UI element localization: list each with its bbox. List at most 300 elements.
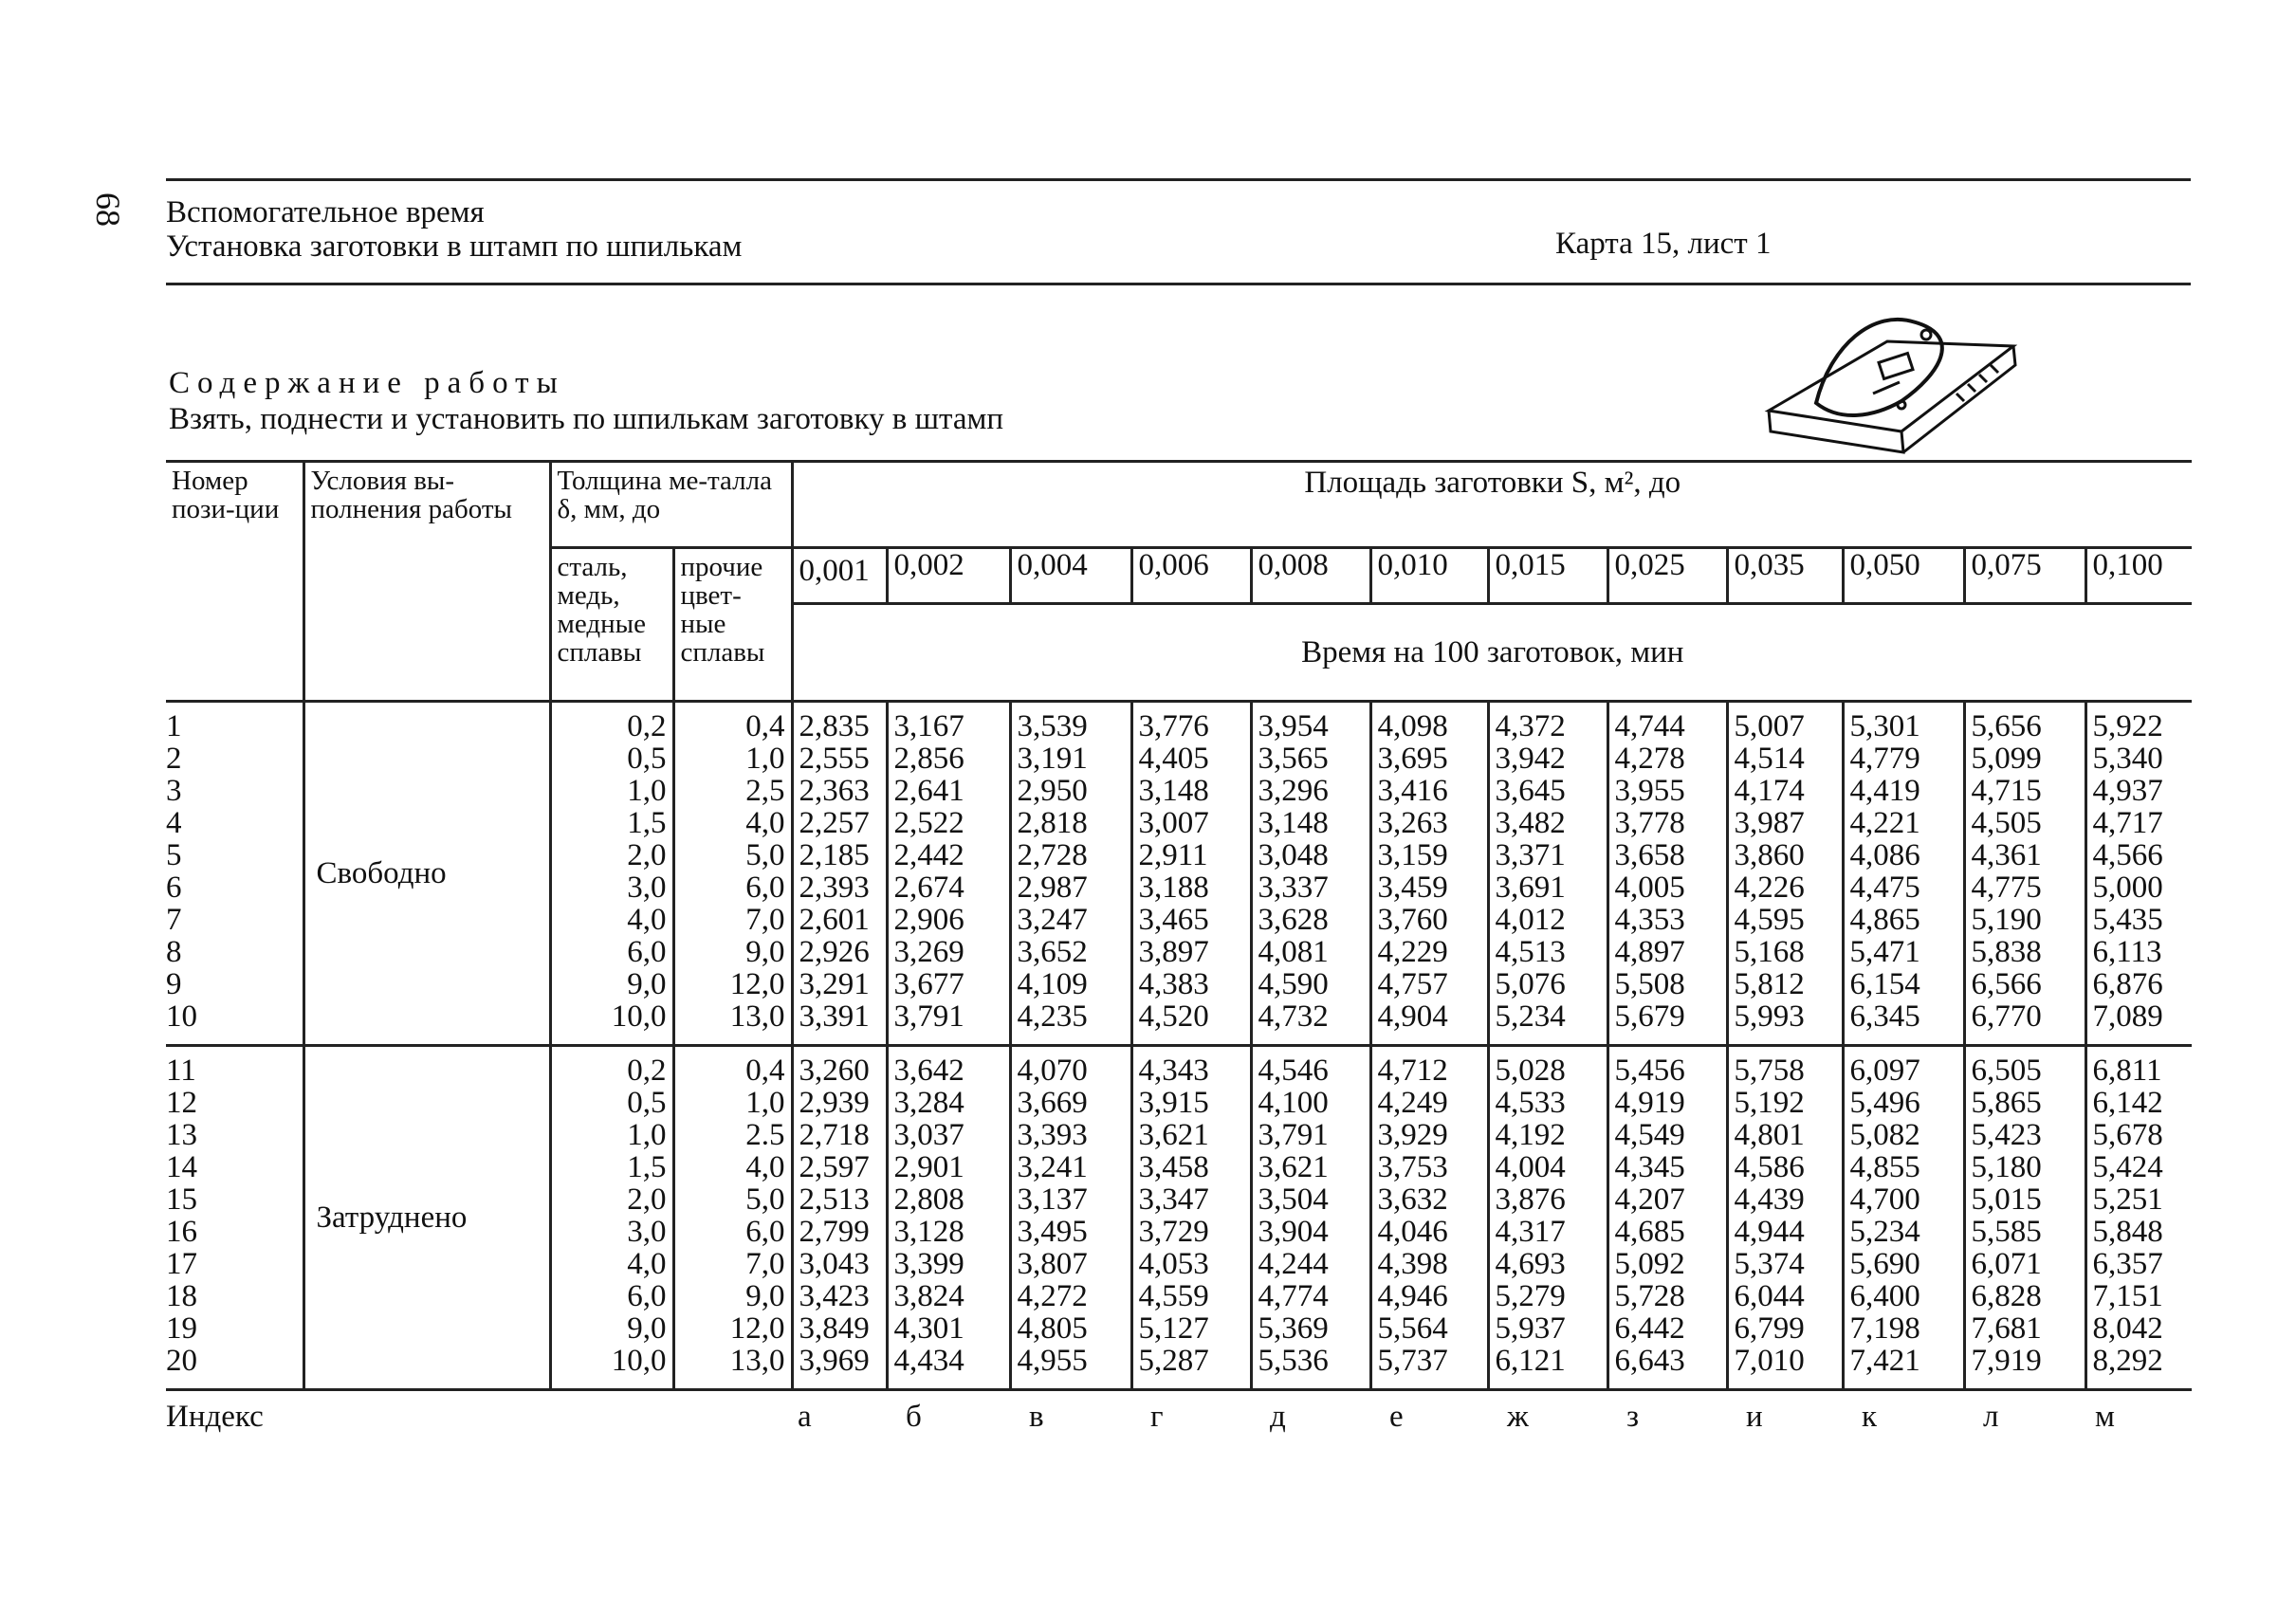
- time-value: 3,729: [1131, 1216, 1251, 1248]
- time-value: 5,848: [2092, 1215, 2163, 1249]
- index-letter: ж: [1507, 1400, 1529, 1434]
- col-other-header: прочие цвет-ные сплавы: [673, 548, 792, 702]
- time-value: 2,728: [1010, 839, 1131, 871]
- position-number: 10: [166, 1000, 303, 1046]
- time-value: 6,044: [1727, 1280, 1843, 1312]
- time-value: 3,760: [1370, 904, 1488, 936]
- time-value: 4,343: [1131, 1046, 1251, 1088]
- time-value: 2,808: [887, 1183, 1010, 1216]
- time-value: 5,076: [1488, 968, 1607, 1000]
- time-value: 5,190: [1964, 904, 2085, 936]
- area-value: 0,015: [1488, 548, 1607, 604]
- time-value: 3,791: [1251, 1119, 1370, 1151]
- position-number: 17: [166, 1248, 303, 1280]
- time-value: 7,919: [1964, 1345, 2085, 1390]
- work-title: Содержание работы: [169, 366, 565, 400]
- time-value: 3,987: [1727, 807, 1843, 839]
- time-value: 4,505: [1964, 807, 2085, 839]
- time-value: 3,539: [1010, 702, 1131, 743]
- position-number: 8: [166, 936, 303, 968]
- time-value: 3,628: [1251, 904, 1370, 936]
- time-value: 3,860: [1727, 839, 1843, 871]
- time-value: 4,353: [1607, 904, 1727, 936]
- time-value: 3,954: [1251, 702, 1370, 743]
- time-value: 4,779: [1843, 742, 1964, 775]
- time-value: 4,192: [1488, 1119, 1607, 1151]
- thickness-steel: 10,0: [550, 1000, 673, 1046]
- time-value: 5,678: [2092, 1118, 2163, 1152]
- thickness-other: 2,5: [673, 775, 792, 807]
- time-value: 5,865: [1964, 1087, 2085, 1119]
- time-value: 3,791: [887, 1000, 1010, 1046]
- time-value: 2,522: [887, 807, 1010, 839]
- time-value: 6,071: [1964, 1248, 2085, 1280]
- time-value: 5,424: [2092, 1150, 2163, 1184]
- time-value: 4,514: [1727, 742, 1843, 775]
- position-number: 2: [166, 742, 303, 775]
- time-value: 4,109: [1010, 968, 1131, 1000]
- time-value: 3,191: [1010, 742, 1131, 775]
- time-value: 7,151: [2092, 1279, 2163, 1313]
- time-value: 4,278: [1607, 742, 1727, 775]
- time-value: 5,564: [1370, 1312, 1488, 1345]
- thickness-other: 9,0: [673, 1280, 792, 1312]
- thickness-other: 2.5: [673, 1119, 792, 1151]
- time-value: 3,347: [1131, 1183, 1251, 1216]
- thickness-steel: 9,0: [550, 1312, 673, 1345]
- time-value: 5,279: [1488, 1280, 1607, 1312]
- thickness-steel: 1,5: [550, 807, 673, 839]
- position-number: 6: [166, 871, 303, 904]
- thickness-other: 13,0: [673, 1000, 792, 1046]
- thickness-other: 5,0: [673, 1183, 792, 1216]
- time-value: 4,439: [1727, 1183, 1843, 1216]
- time-value: 7,421: [1843, 1345, 1964, 1390]
- thickness-other: 13,0: [673, 1345, 792, 1390]
- thickness-steel: 1,5: [550, 1151, 673, 1183]
- time-value: 2,987: [1010, 871, 1131, 904]
- time-value: 4,855: [1843, 1151, 1964, 1183]
- time-value: 4,207: [1607, 1183, 1727, 1216]
- time-value: 3,159: [1370, 839, 1488, 871]
- time-value: 3,955: [1607, 775, 1727, 807]
- position-number: 1: [166, 702, 303, 743]
- time-value: 4,046: [1370, 1216, 1488, 1248]
- time-norms-table: [166, 460, 2192, 1433]
- time-value: 5,993: [1727, 1000, 1843, 1046]
- time-value: 3,776: [1131, 702, 1251, 743]
- time-value: 2,799: [792, 1216, 887, 1248]
- thickness-other: 7,0: [673, 1248, 792, 1280]
- time-value: 3,824: [887, 1280, 1010, 1312]
- time-value: 7,089: [2092, 999, 2163, 1034]
- index-letter: к: [1862, 1400, 1878, 1434]
- time-value: 5,922: [2092, 709, 2163, 743]
- time-value: 4,301: [887, 1312, 1010, 1345]
- time-value: 3,482: [1488, 807, 1607, 839]
- position-number: 20: [166, 1345, 303, 1390]
- time-value: 3,677: [887, 968, 1010, 1000]
- index-letter: л: [1983, 1400, 1999, 1434]
- time-value: 4,700: [1843, 1183, 1964, 1216]
- time-value: 7,198: [1843, 1312, 1964, 1345]
- thickness-steel: 0,2: [550, 1046, 673, 1088]
- workpiece-illustration: [1759, 289, 2025, 460]
- time-value: 4,229: [1370, 936, 1488, 968]
- time-value: 4,513: [1488, 936, 1607, 968]
- time-value: 3,897: [1131, 936, 1251, 968]
- time-value: 4,732: [1251, 1000, 1370, 1046]
- position-number: 18: [166, 1280, 303, 1312]
- time-value: 4,317: [1488, 1216, 1607, 1248]
- time-value: 2,641: [887, 775, 1010, 807]
- time-value: 3,423: [792, 1280, 887, 1312]
- time-value: 6,357: [2092, 1247, 2163, 1281]
- time-value: 5,690: [1843, 1248, 1964, 1280]
- time-value: 4,098: [1370, 702, 1488, 743]
- index-letter: е: [1389, 1400, 1404, 1434]
- position-number: 19: [166, 1312, 303, 1345]
- time-value: 4,919: [1607, 1087, 1727, 1119]
- time-value: 4,005: [1607, 871, 1727, 904]
- index-row: [166, 1390, 2192, 1434]
- time-value: 4,398: [1370, 1248, 1488, 1280]
- time-value: 3,399: [887, 1248, 1010, 1280]
- index-letter: а: [798, 1400, 812, 1434]
- time-value: 4,383: [1131, 968, 1251, 1000]
- time-value: 3,669: [1010, 1087, 1131, 1119]
- time-value: 4,244: [1251, 1248, 1370, 1280]
- area-value: 0,002: [887, 548, 1010, 604]
- thickness-steel: 0,2: [550, 702, 673, 743]
- time-value: 4,595: [1727, 904, 1843, 936]
- index-letter: з: [1626, 1400, 1640, 1434]
- time-value: 4,235: [1010, 1000, 1131, 1046]
- time-value: 2,835: [792, 702, 887, 743]
- time-value: 3,260: [792, 1046, 887, 1088]
- time-value: 4,546: [1251, 1046, 1370, 1088]
- time-value: 5,192: [1727, 1087, 1843, 1119]
- time-value: 4,946: [1370, 1280, 1488, 1312]
- time-value: 3,037: [887, 1119, 1010, 1151]
- time-value: 4,693: [1488, 1248, 1607, 1280]
- index-letter: в: [1029, 1400, 1044, 1434]
- group-difficult: [166, 1046, 2192, 1390]
- time-value: 7,681: [1964, 1312, 2085, 1345]
- time-value: 5,234: [1488, 1000, 1607, 1046]
- position-number: 12: [166, 1087, 303, 1119]
- time-value: 6,442: [1607, 1312, 1727, 1345]
- area-value: 0,025: [1607, 548, 1727, 604]
- time-value: 3,043: [792, 1248, 887, 1280]
- header-bottom-rule: [166, 283, 2191, 285]
- time-value: 3,269: [887, 936, 1010, 968]
- time-value: 5,656: [1964, 702, 2085, 743]
- time-value: 3,284: [887, 1087, 1010, 1119]
- time-value: 2,257: [792, 807, 887, 839]
- time-value: 5,287: [1131, 1345, 1251, 1390]
- time-value: 4,081: [1251, 936, 1370, 968]
- time-value: 4,805: [1010, 1312, 1131, 1345]
- time-value: 4,070: [1010, 1046, 1131, 1088]
- time-value: 3,458: [1131, 1151, 1251, 1183]
- time-value: 5,099: [1964, 742, 2085, 775]
- time-value: 3,652: [1010, 936, 1131, 968]
- time-value: 4,174: [1727, 775, 1843, 807]
- time-value: 3,695: [1370, 742, 1488, 775]
- time-value: 3,296: [1251, 775, 1370, 807]
- time-value: 4,897: [1607, 936, 1727, 968]
- thickness-other: 0,4: [673, 1046, 792, 1088]
- time-value: 5,127: [1131, 1312, 1251, 1345]
- time-value: 4,744: [1607, 702, 1727, 743]
- time-value: 4,937: [2092, 774, 2163, 808]
- time-value: 5,838: [1964, 936, 2085, 968]
- time-value: 4,249: [1370, 1087, 1488, 1119]
- time-value: 3,291: [792, 968, 887, 1000]
- time-value: 3,753: [1370, 1151, 1488, 1183]
- time-value: 6,566: [1964, 968, 2085, 1000]
- time-value: 6,828: [1964, 1280, 2085, 1312]
- position-number: 4: [166, 807, 303, 839]
- table-row: [166, 702, 2192, 743]
- time-value: 3,263: [1370, 807, 1488, 839]
- thickness-other: 5,0: [673, 839, 792, 871]
- time-value: 4,757: [1370, 968, 1488, 1000]
- time-value: 4,405: [1131, 742, 1251, 775]
- group-free: [166, 702, 2192, 1046]
- time-value: 3,565: [1251, 742, 1370, 775]
- time-value: 3,371: [1488, 839, 1607, 871]
- position-number: 11: [166, 1046, 303, 1088]
- time-value: 3,642: [887, 1046, 1010, 1088]
- thickness-other: 6,0: [673, 1216, 792, 1248]
- time-value: 4,086: [1843, 839, 1964, 871]
- thickness-steel: 3,0: [550, 1216, 673, 1248]
- time-value: 4,944: [1727, 1216, 1843, 1248]
- header-line1: Вспомогательное время: [166, 195, 485, 229]
- time-value: 4,272: [1010, 1280, 1131, 1312]
- area-value: 0,035: [1727, 548, 1843, 604]
- time-value: 3,504: [1251, 1183, 1370, 1216]
- thickness-steel: 2,0: [550, 839, 673, 871]
- col-area-header: Площадь заготовки S, м², до: [792, 462, 2192, 548]
- time-value: 8,042: [2092, 1311, 2163, 1346]
- table-row: [166, 1046, 2192, 1088]
- area-value: 0,008: [1251, 548, 1370, 604]
- time-value: 6,876: [2092, 967, 2163, 1001]
- time-value: 5,508: [1607, 968, 1727, 1000]
- time-value: 6,142: [2092, 1086, 2163, 1120]
- time-value: 2,718: [792, 1119, 887, 1151]
- time-value: 3,645: [1488, 775, 1607, 807]
- time-value: 2,939: [792, 1087, 887, 1119]
- thickness-steel: 2,0: [550, 1183, 673, 1216]
- col-thickness-header: Толщина ме-талла δ, мм, до: [550, 462, 792, 548]
- position-number: 3: [166, 775, 303, 807]
- time-value: 3,929: [1370, 1119, 1488, 1151]
- time-value: 2,513: [792, 1183, 887, 1216]
- time-value: 2,555: [792, 742, 887, 775]
- time-value: 3,148: [1131, 775, 1251, 807]
- time-value: 5,092: [1607, 1248, 1727, 1280]
- position-number: 13: [166, 1119, 303, 1151]
- header-line2: Установка заготовки в штамп по шпилькам: [166, 229, 743, 264]
- area-value: 0,001: [792, 548, 887, 604]
- time-value: 4,533: [1488, 1087, 1607, 1119]
- thickness-other: 9,0: [673, 936, 792, 968]
- time-value: 4,774: [1251, 1280, 1370, 1312]
- time-value: 5,728: [1607, 1280, 1727, 1312]
- index-letter: м: [2095, 1400, 2115, 1434]
- thickness-other: 0,4: [673, 702, 792, 743]
- time-value: 3,188: [1131, 871, 1251, 904]
- time-value: 5,369: [1251, 1312, 1370, 1345]
- time-value: 2,818: [1010, 807, 1131, 839]
- time-value: 4,053: [1131, 1248, 1251, 1280]
- time-value: 2,393: [792, 871, 887, 904]
- time-label: Время на 100 заготовок, мин: [1301, 635, 1684, 669]
- time-value: 2,674: [887, 871, 1010, 904]
- time-value: 2,185: [792, 839, 887, 871]
- area-value: 0,050: [1843, 548, 1964, 604]
- work-text: Взять, поднести и установить по шпилькам заготовку в штамп: [169, 402, 1004, 436]
- time-value: 2,906: [887, 904, 1010, 936]
- time-value: 7,010: [1727, 1345, 1843, 1390]
- position-number: 5: [166, 839, 303, 871]
- time-value: 4,345: [1607, 1151, 1727, 1183]
- time-value: 4,801: [1727, 1119, 1843, 1151]
- time-value: 4,549: [1607, 1119, 1727, 1151]
- time-value: 5,082: [1843, 1119, 1964, 1151]
- time-value: 5,937: [1488, 1312, 1607, 1345]
- time-value: 4,520: [1131, 1000, 1251, 1046]
- thickness-steel: 6,0: [550, 936, 673, 968]
- thickness-other: 4,0: [673, 1151, 792, 1183]
- time-value: 6,121: [1488, 1345, 1607, 1390]
- time-value: 3,658: [1607, 839, 1727, 871]
- time-value: 5,028: [1488, 1046, 1607, 1088]
- time-value: 3,495: [1010, 1216, 1131, 1248]
- col-position-header: Номер пози-ции: [166, 462, 303, 702]
- thickness-other: 4,0: [673, 807, 792, 839]
- thickness-other: 12,0: [673, 968, 792, 1000]
- position-number: 14: [166, 1151, 303, 1183]
- time-value: 3,465: [1131, 904, 1251, 936]
- time-value: 4,100: [1251, 1087, 1370, 1119]
- time-value: 6,770: [1964, 1000, 2085, 1046]
- thickness-steel: 0,5: [550, 1087, 673, 1119]
- time-value: 3,969: [792, 1345, 887, 1390]
- position-number: 9: [166, 968, 303, 1000]
- time-value: 3,416: [1370, 775, 1488, 807]
- time-value: 3,391: [792, 1000, 887, 1046]
- time-value: 4,559: [1131, 1280, 1251, 1312]
- time-value: 3,942: [1488, 742, 1607, 775]
- time-value: 2,363: [792, 775, 887, 807]
- time-value: 5,301: [1843, 702, 1964, 743]
- time-value: 3,915: [1131, 1087, 1251, 1119]
- time-value: 3,148: [1251, 807, 1370, 839]
- index-letter: г: [1150, 1400, 1164, 1434]
- time-value: 3,167: [887, 702, 1010, 743]
- col-conditions-header: Условия вы-полнения работы: [303, 462, 550, 702]
- index-letter: б: [906, 1400, 922, 1434]
- time-value: 3,621: [1251, 1151, 1370, 1183]
- time-value: 2,926: [792, 936, 887, 968]
- time-value: 4,865: [1843, 904, 1964, 936]
- time-value: 3,876: [1488, 1183, 1607, 1216]
- time-value: 6,113: [2092, 935, 2162, 969]
- time-value: 3,247: [1010, 904, 1131, 936]
- card-number: Карта 15, лист 1: [1555, 227, 1772, 261]
- time-value: 3,849: [792, 1312, 887, 1345]
- time-value: 4,226: [1727, 871, 1843, 904]
- time-value: 8,292: [2092, 1344, 2163, 1378]
- time-value: 2,901: [887, 1151, 1010, 1183]
- time-value: 3,691: [1488, 871, 1607, 904]
- time-value: 5,536: [1251, 1345, 1370, 1390]
- time-value: 4,685: [1607, 1216, 1727, 1248]
- area-value: 0,100: [2085, 548, 2192, 604]
- time-value: 5,456: [1607, 1046, 1727, 1088]
- time-value: 4,012: [1488, 904, 1607, 936]
- time-value: 4,221: [1843, 807, 1964, 839]
- time-value: 4,717: [2092, 806, 2163, 840]
- time-value: 6,154: [1843, 968, 1964, 1000]
- time-value: 5,679: [1607, 1000, 1727, 1046]
- header-top-rule: [166, 178, 2191, 181]
- position-number: 15: [166, 1183, 303, 1216]
- time-value: 2,442: [887, 839, 1010, 871]
- time-value: 4,361: [1964, 839, 2085, 871]
- time-value: 5,812: [1727, 968, 1843, 1000]
- time-value: 5,007: [1727, 702, 1843, 743]
- time-value: 5,251: [2092, 1182, 2163, 1217]
- time-value: 5,000: [2092, 871, 2163, 905]
- index-letter: и: [1746, 1400, 1763, 1434]
- time-value: 2,597: [792, 1151, 887, 1183]
- time-value: 3,621: [1131, 1119, 1251, 1151]
- thickness-steel: 10,0: [550, 1345, 673, 1390]
- time-value: 5,758: [1727, 1046, 1843, 1088]
- time-value: 3,137: [1010, 1183, 1131, 1216]
- time-value: 3,778: [1607, 807, 1727, 839]
- index-label: Индекс: [166, 1400, 264, 1434]
- time-value: 5,423: [1964, 1119, 2085, 1151]
- time-value: 4,475: [1843, 871, 1964, 904]
- time-value: 6,643: [1607, 1345, 1727, 1390]
- time-value: 4,955: [1010, 1345, 1131, 1390]
- time-value: 4,712: [1370, 1046, 1488, 1088]
- col-steel-header: сталь, медь, медные сплавы: [550, 548, 673, 702]
- time-value: 5,168: [1727, 936, 1843, 968]
- thickness-steel: 4,0: [550, 904, 673, 936]
- time-value: 4,004: [1488, 1151, 1607, 1183]
- time-value: 4,566: [2092, 838, 2163, 872]
- time-value: 2,601: [792, 904, 887, 936]
- area-value: 0,004: [1010, 548, 1131, 604]
- time-value: 4,434: [887, 1345, 1010, 1390]
- time-value: 5,340: [2092, 742, 2163, 776]
- time-value: 4,372: [1488, 702, 1607, 743]
- time-value: 3,241: [1010, 1151, 1131, 1183]
- time-value: 2,856: [887, 742, 1010, 775]
- time-value: 4,904: [1370, 1000, 1488, 1046]
- thickness-steel: 1,0: [550, 1119, 673, 1151]
- area-value: 0,010: [1370, 548, 1488, 604]
- time-value: 4,586: [1727, 1151, 1843, 1183]
